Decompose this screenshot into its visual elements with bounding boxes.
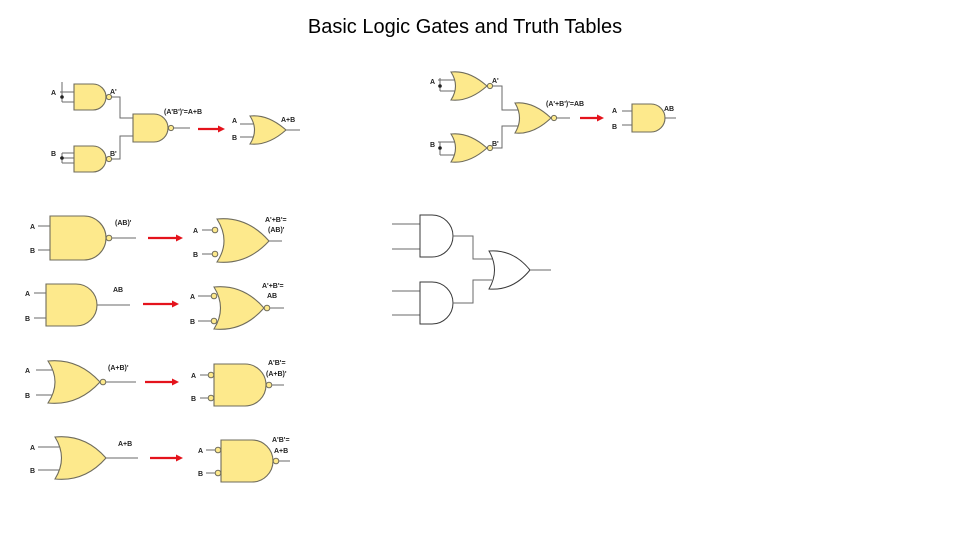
label-b: B	[25, 316, 31, 323]
label-b: B	[193, 252, 199, 259]
nand-gate-icon	[50, 216, 106, 260]
label-b-not: B'	[492, 141, 499, 148]
label-a: A	[25, 291, 31, 298]
label-a: A	[30, 224, 36, 231]
or-gate-icon	[489, 251, 530, 289]
label-b: B	[191, 396, 197, 403]
label-result-line-1: A'+B'=	[265, 217, 287, 224]
and-gate-icon	[632, 104, 665, 132]
nor-gate-icon	[451, 72, 487, 100]
label-b: B	[30, 248, 36, 255]
junction-dot	[438, 84, 442, 88]
label-a-plus-b-not: (A+B)'	[108, 365, 129, 372]
label-b: B	[190, 319, 196, 326]
label-b: B	[25, 393, 31, 400]
row-or-equivalence	[30, 437, 290, 482]
junction-dot	[438, 146, 442, 150]
nand-gate-icon	[221, 440, 273, 482]
nor-gate-icon	[48, 361, 100, 404]
label-ab: AB	[664, 106, 675, 113]
label-result-line-2: (AB)'	[268, 227, 285, 234]
label-a: A	[232, 118, 238, 125]
and-gate-icon	[420, 282, 453, 324]
label-a: A	[51, 90, 57, 97]
label-a: A	[191, 373, 197, 380]
label-a: A	[30, 445, 36, 452]
label-a-not: A'	[492, 78, 499, 85]
and-gate-icon	[214, 364, 266, 406]
row-nand-equivalence	[30, 216, 287, 262]
label-result-line-2: AB	[267, 293, 278, 300]
nand-to-or-equivalence	[51, 82, 300, 172]
nor-to-and-equivalence	[430, 72, 676, 162]
label-b: B	[51, 151, 57, 158]
and-gate-icon	[420, 215, 453, 257]
label-result-line-1: A'B'=	[272, 437, 290, 444]
label-a: A	[198, 448, 204, 455]
label-nor-and-equation: (A'+B')'=AB	[546, 101, 585, 108]
label-b-not: B'	[110, 151, 117, 158]
label-b: B	[198, 471, 204, 478]
label-ab-not: (AB)'	[115, 220, 132, 227]
label-b: B	[430, 142, 436, 149]
label-a: A	[193, 228, 199, 235]
label-a-plus-b: A+B	[281, 117, 296, 124]
row-and-equivalence	[25, 283, 284, 329]
label-nand-or-equation: (A'B')'=A+B	[164, 109, 203, 116]
label-b: B	[30, 468, 36, 475]
label-a: A	[612, 108, 618, 115]
nand-gate-icon	[74, 146, 106, 172]
label-a-plus-b: A+B	[118, 441, 133, 448]
junction-dot	[60, 156, 64, 160]
and-or-circuit	[392, 215, 551, 324]
slide-title: Basic Logic Gates and Truth Tables	[307, 16, 623, 38]
label-ab: AB	[113, 287, 124, 294]
row-nor-equivalence	[25, 360, 287, 406]
nand-gate-icon	[133, 114, 168, 142]
label-a: A	[430, 79, 436, 86]
label-result-line-2: A+B	[274, 448, 289, 455]
label-result-line-2: (A+B)'	[266, 371, 287, 378]
label-b: B	[612, 124, 618, 131]
nand-gate-icon	[74, 84, 106, 110]
nor-gate-icon	[214, 287, 264, 330]
junction-dot	[60, 95, 64, 99]
label-a: A	[25, 368, 31, 375]
and-gate-icon	[46, 284, 97, 326]
label-a-not: A'	[110, 89, 117, 96]
label-result-line-1: A'B'=	[268, 360, 286, 367]
or-gate-icon	[217, 219, 269, 263]
or-gate-icon	[55, 437, 106, 480]
label-a: A	[190, 294, 196, 301]
nor-gate-icon	[451, 134, 487, 162]
label-result-line-1: A'+B'=	[262, 283, 284, 290]
label-b: B	[232, 135, 238, 142]
